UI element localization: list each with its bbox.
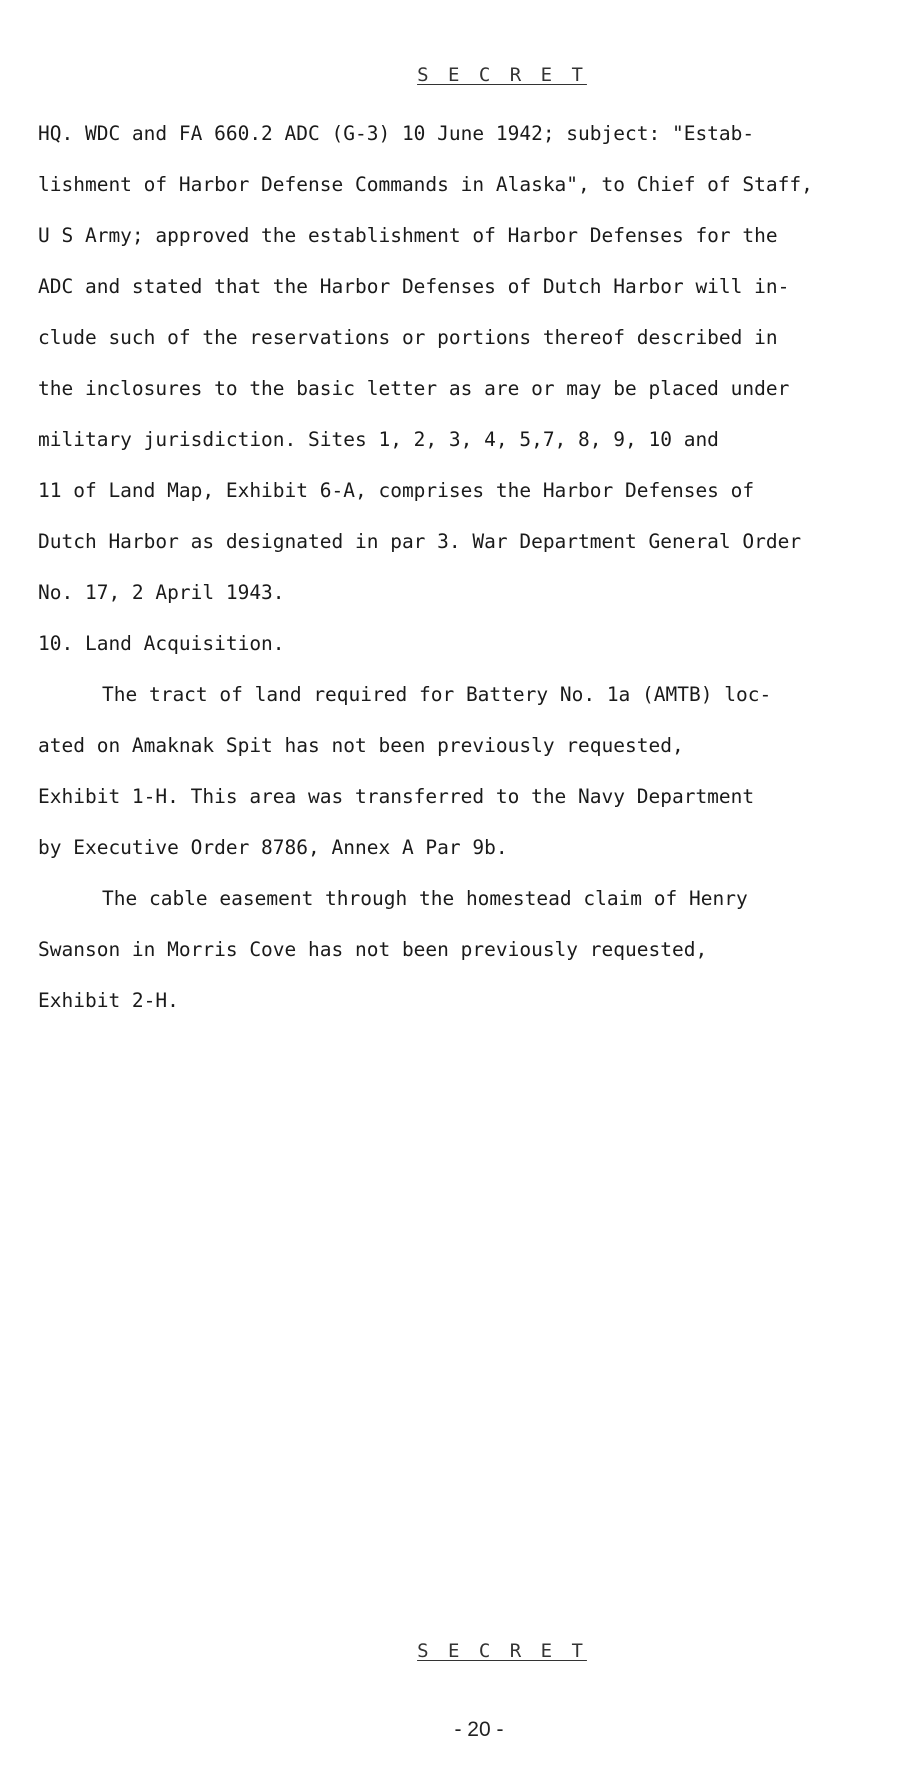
- text-line-8: 11 of Land Map, Exhibit 6-A, comprises the Harbor Defenses of: [38, 479, 755, 502]
- text-line-1: HQ. WDC and FA 660.2 ADC (G-3) 10 June 1942; subject: "Estab-: [38, 122, 755, 145]
- text-line-14: Exhibit 1-H. This area was transferred to the Navy Department: [38, 785, 755, 808]
- text-line-4: ADC and stated that the Harbor Defenses of Dutch Harbor will in-: [38, 275, 790, 298]
- text-line-16: The cable easement through the homestead claim of Henry: [102, 887, 748, 910]
- text-line-10: No. 17, 2 April 1943.: [38, 581, 285, 604]
- text-line-2: lishment of Harbor Defense Commands in Alaska", to Chief of Staff,: [38, 173, 813, 196]
- text-line-5: clude such of the reservations or portions thereof described in: [38, 326, 778, 349]
- text-line-9: Dutch Harbor as designated in par 3. War Department General Order: [38, 530, 802, 553]
- text-line-6: the inclosures to the basic letter as are or may be placed under: [38, 377, 790, 400]
- text-line-17: Swanson in Morris Cove has not been previously requested,: [38, 938, 708, 961]
- text-line-3: U S Army; approved the establishment of Harbor Defenses for the: [38, 224, 778, 247]
- text-line-15: by Executive Order 8786, Annex A Par 9b.: [38, 836, 508, 859]
- section-heading-land-acquisition: 10. Land Acquisition.: [38, 632, 285, 655]
- bottom-classification-marking: S E C R E T: [417, 1640, 587, 1662]
- document-body: [38, 108, 868, 1026]
- page-number: - 20 -: [454, 1718, 504, 1741]
- text-line-7: military jurisdiction. Sites 1, 2, 3, 4, 5,7, 8, 9, 10 and: [38, 428, 719, 451]
- text-line-13: ated on Amaknak Spit has not been previously requested,: [38, 734, 684, 757]
- text-line-18: Exhibit 2-H.: [38, 989, 179, 1012]
- text-line-12: The tract of land required for Battery No. 1a (AMTB) loc-: [102, 683, 772, 706]
- top-classification-marking: S E C R E T: [417, 64, 587, 86]
